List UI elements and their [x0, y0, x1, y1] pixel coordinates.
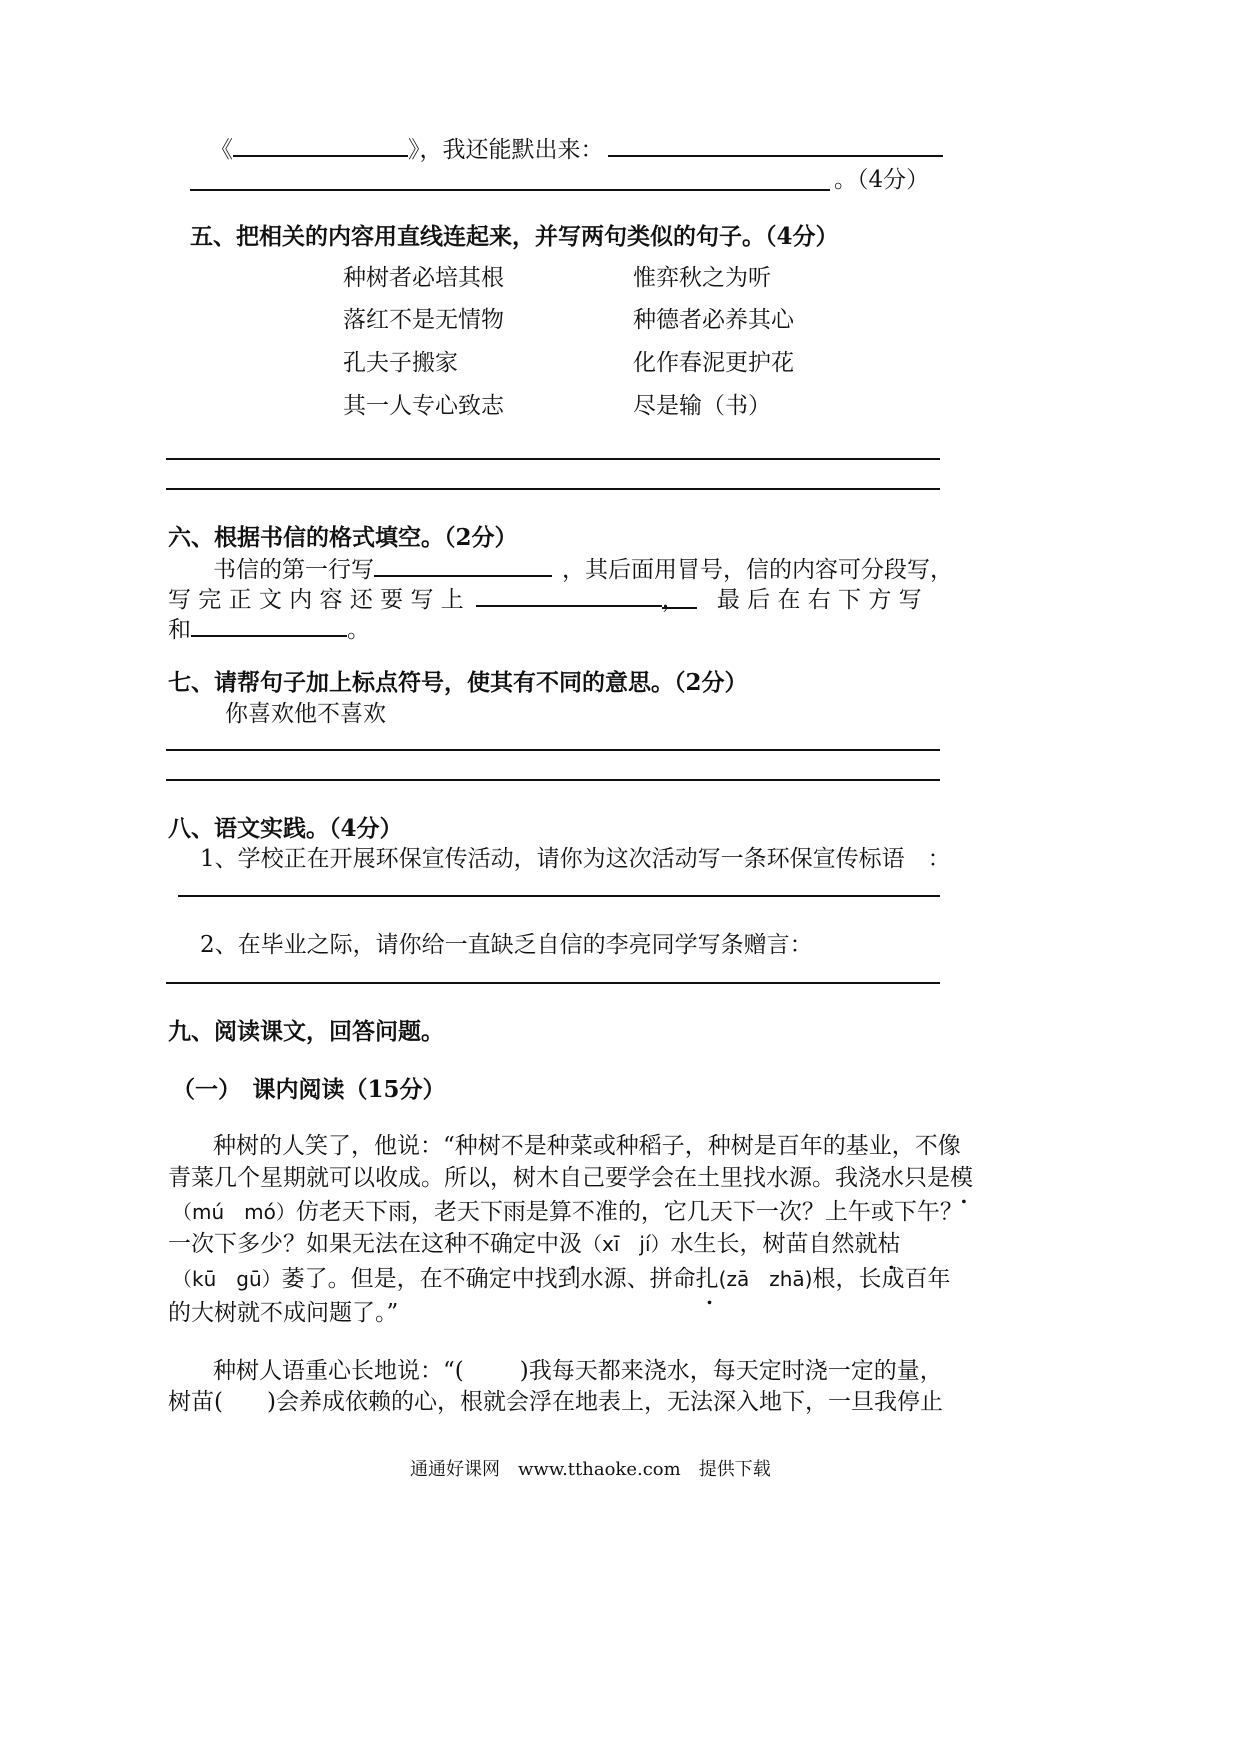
passage-text: 根，长成百年 — [812, 1266, 951, 1292]
q6-blank-closing[interactable] — [476, 583, 662, 607]
passage-text: 青菜几个星期就可以收成。所以，树木自己要学会在土里找水源。我浇水只是 — [168, 1165, 950, 1191]
pinyin-choice[interactable]: （kū gū） — [172, 1267, 282, 1291]
passage-line: 的大树就不成问题了。” — [168, 1300, 399, 1326]
q7-answer-line-1[interactable] — [166, 749, 940, 751]
passage-text: )会养成依赖的心，根就会浮在地表上，无法深入地下，一旦我停止 — [266, 1389, 943, 1415]
dotted-char: 扎 — [695, 1266, 719, 1292]
q4-recite-blank-2[interactable] — [190, 189, 830, 191]
q6-text: 最 后 在 右 下 方 写 — [716, 587, 922, 613]
q4-score: 。（4分） — [834, 167, 930, 193]
q7-sentence: 你喜欢他不喜欢 — [225, 701, 386, 727]
q6-text: 和 — [168, 617, 191, 643]
pinyin-choice[interactable]: （xī jí） — [582, 1232, 671, 1256]
q5-heading: 五、把相关的内容用直线连起来，并写两句类似的句子。（4分） — [190, 223, 839, 250]
q7-answer-line-2[interactable] — [166, 779, 940, 781]
passage-text: 仿老天下雨，老天下雨是算不准的，它几天下一次？上午或下午？ — [295, 1199, 963, 1225]
q6-line-1 — [213, 553, 953, 585]
passage-line: 种树的人笑了，他说：“种树不是种菜或种稻子，种树是百年的基业，不像 — [213, 1133, 961, 1159]
q8-item-1: 1、学校正在开展环保宣传活动，请你为这次活动写一条环保宣传标语 ： — [200, 846, 951, 872]
passage-text: 树苗( — [168, 1389, 223, 1415]
q7-heading: 七、请帮句子加上标点符号，使其有不同的意思。（2分） — [168, 669, 748, 696]
q6-heading: 六、根据书信的格式填空。（2分） — [168, 524, 518, 551]
q5-answer-line-2[interactable] — [166, 488, 940, 490]
passage-text: 水生长，树苗自然就 — [670, 1231, 878, 1257]
q5-right-item[interactable]: 惟弈秋之为听 — [633, 265, 771, 291]
q6-line-3 — [168, 613, 370, 645]
q4-recite-blank[interactable] — [608, 133, 943, 157]
passage-line — [213, 1356, 943, 1386]
q5-answer-line-1[interactable] — [166, 458, 940, 460]
q6-text: 书信的第一行写 — [213, 557, 374, 583]
pinyin-choice[interactable]: (zā zhā) — [718, 1267, 813, 1291]
q5-right-item[interactable]: 化作春泥更护花 — [633, 350, 794, 376]
passage-line — [172, 1197, 963, 1227]
q6-blank-first-line[interactable] — [374, 553, 552, 577]
q4-title-blank[interactable] — [233, 133, 408, 157]
passage-line — [172, 1264, 950, 1294]
download-footer: 通通好课网 www.tthaoke.com 提供下载 — [410, 1459, 771, 1480]
q9-heading: 九、阅读课文，回答问题。 — [168, 1018, 444, 1045]
q6-text: ，其后面用冒号，信的内容可分段写， — [562, 557, 953, 583]
q5-right-item[interactable]: 尽是输（书） — [633, 393, 771, 419]
q4-recite-line — [210, 133, 943, 165]
passage-text: 一次下多少？如果无法在这种不确定中 — [168, 1231, 559, 1257]
q4-close-text: 》，我还能默出来： — [408, 137, 604, 163]
passage-text: )我每天都来浇水，每天定时浇一定的量， — [519, 1358, 943, 1384]
q5-left-item[interactable]: 种树者必培其根 — [343, 265, 504, 291]
dotted-char: 汲 — [559, 1231, 582, 1257]
passage-line — [168, 1229, 901, 1259]
q8-heading: 八、语文实践。（4分） — [168, 815, 403, 842]
passage-line — [168, 1387, 943, 1417]
q4-open-bracket: 《 — [210, 137, 233, 163]
q6-blank-signature[interactable] — [191, 613, 347, 637]
q6-line-2 — [168, 583, 922, 615]
dotted-char: 枯 — [877, 1231, 901, 1257]
q9-sub-heading: （一） 课内阅读（15分） — [172, 1076, 446, 1103]
q8-answer-line-1[interactable] — [178, 895, 940, 897]
q5-left-item[interactable]: 其一人专心致志 — [343, 393, 504, 419]
passage-text: 种树人语重心长地说：“( — [213, 1358, 464, 1384]
q6-text: 。 — [347, 617, 370, 643]
dotted-char: 模 — [950, 1165, 973, 1191]
pinyin-choice[interactable]: （mú mó） — [172, 1200, 296, 1224]
q8-answer-line-2[interactable] — [166, 982, 940, 984]
q6-text: 写 完 正 文 内 容 还 要 写 上 — [168, 587, 464, 613]
q5-right-item[interactable]: 种德者必养其心 — [633, 307, 794, 333]
q5-left-item[interactable]: 孔夫子搬家 — [343, 350, 458, 376]
q5-left-item[interactable]: 落红不是无情物 — [343, 307, 504, 333]
q6-comma: ， — [662, 585, 697, 609]
q8-item-2: 2、在毕业之际，请你给一直缺乏自信的李亮同学写条赠言： — [200, 932, 813, 958]
passage-text: 萎了。但是，在不确定中找到水源、拼命 — [281, 1266, 696, 1292]
passage-line — [168, 1163, 973, 1193]
